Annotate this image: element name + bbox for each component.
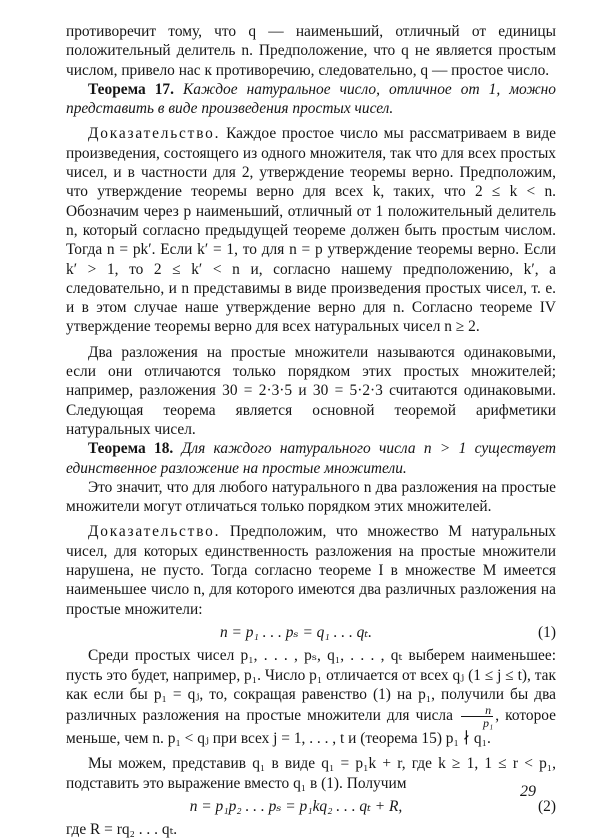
proof-18 <box>66 522 556 618</box>
proof-17-text: Каждое простое число мы рассматриваем в виде произведения, состоящего из одного множителя, так что для всех простых чисел, и в частности для 2, утверждение теоремы верно. Предположим, что утверждение теоремы верно для всех k, таких, что 2 ≤ k < n. Обозначим через p наименьший, отличный от 1 положительный делитель n, который согласно предыдущей теореме должен быть простым числом. Тогда n = pk′. Если k′ = 1, то для n = p утверждение теоремы верно. Если k′ > 1, то 2 ≤ k′ < n и, согласно нашему предположению, k′, а следовательно, и n представимы в виде произведения простых чисел, т. е. и в этом случае наше утверждение верно для n. Согласно теореме IV утверждение теоремы верно для всех натуральных чисел n ≥ 2. <box>66 125 557 336</box>
theorem-18 <box>66 439 556 478</box>
choose-paragraph <box>66 646 556 748</box>
equation-1-body: n = p₁ . . . pₛ = q₁ . . . qₜ. <box>219 623 373 641</box>
theorem-18-text: Для каждого натурального числа n > 1 существует единственное разложение на простые множители. <box>66 440 556 477</box>
equation-1-number: (1) <box>538 623 556 641</box>
fraction-n-over-p1 <box>461 704 493 729</box>
theorem-17-text: Каждое натуральное число, отличное от 1, можно представить в виде произведения простых чисел. <box>66 80 556 118</box>
where-line: где R = rq₂ . . . qₜ. <box>66 821 178 839</box>
equation-2-body: n = p₁p₂ . . . pₛ = p₁kq₂ . . . qₜ + R, <box>189 797 403 815</box>
equation-2 <box>66 797 556 816</box>
proof-17-label: Доказательство. <box>88 125 221 143</box>
intro-paragraph: противоречит тому, что q — наименьший, отличный от единицы положительный делитель n. Предположение, что q не является простым числом, привело нас к противоречию, следовательно, q — простое число. <box>66 23 556 79</box>
proof-18-label: Доказательство. <box>88 523 221 541</box>
theorem-17 <box>66 80 556 119</box>
proof-17 <box>66 124 556 336</box>
proof-18-text: Предположим, что множество M натуральных чисел, для которых единственность разложения на простые множители нарушена, не пусто. Тогда согласно теореме I в множестве M имеется наименьшее число n, для которого имеются два различных разложения на простые множители: <box>66 523 556 618</box>
fraction-denominator: p₁ <box>483 716 494 731</box>
fraction-numerator: n <box>461 704 493 717</box>
equation-1 <box>66 623 556 642</box>
meaning-paragraph: Это значит, что для любого натурального n два разложения на простые множители могут отличаться только порядком этих множителей. <box>66 478 556 516</box>
equation-2-number: (2) <box>538 797 556 815</box>
represent-paragraph: Мы можем, представив q₁ в виде q₁ = p₁k + r, где k ≥ 1, 1 ≤ r < p₁, подставить это выражение вместо q₁ в (1). Получим <box>66 755 556 792</box>
choose-text-b: , которое меньше, чем n. p₁ < qⱼ при всех j = 1, . . . , t и (теорема 15) p₁ ∤ q₁. <box>66 707 556 748</box>
decomposition-paragraph: Два разложения на простые множители называются одинаковыми, если они отличаются только порядком этих простых множителей; например, разложения 30 = 2·3·5 и 30 = 5·2·3 считаются одинаковыми. Следующая теорема является основной теоремой арифметики натуральных чисел. <box>66 343 556 438</box>
theorem-18-label: Теорема 18. <box>88 440 174 458</box>
page-number: 29 <box>520 783 536 800</box>
choose-text-a: Среди простых чисел p₁, . . . , pₛ, q₁, . . . , qₜ выберем наименьшее: пусть это будет, например, p₁. Число p₁ отличается от всех qⱼ (1 ≤ j ≤ t), так как если бы p₁ = qⱼ, то, сокращая равенство (1) на p₁, получили бы два различных разложения на простые множители для числа <box>66 647 556 725</box>
theorem-17-label: Теорема 17. <box>88 80 174 98</box>
